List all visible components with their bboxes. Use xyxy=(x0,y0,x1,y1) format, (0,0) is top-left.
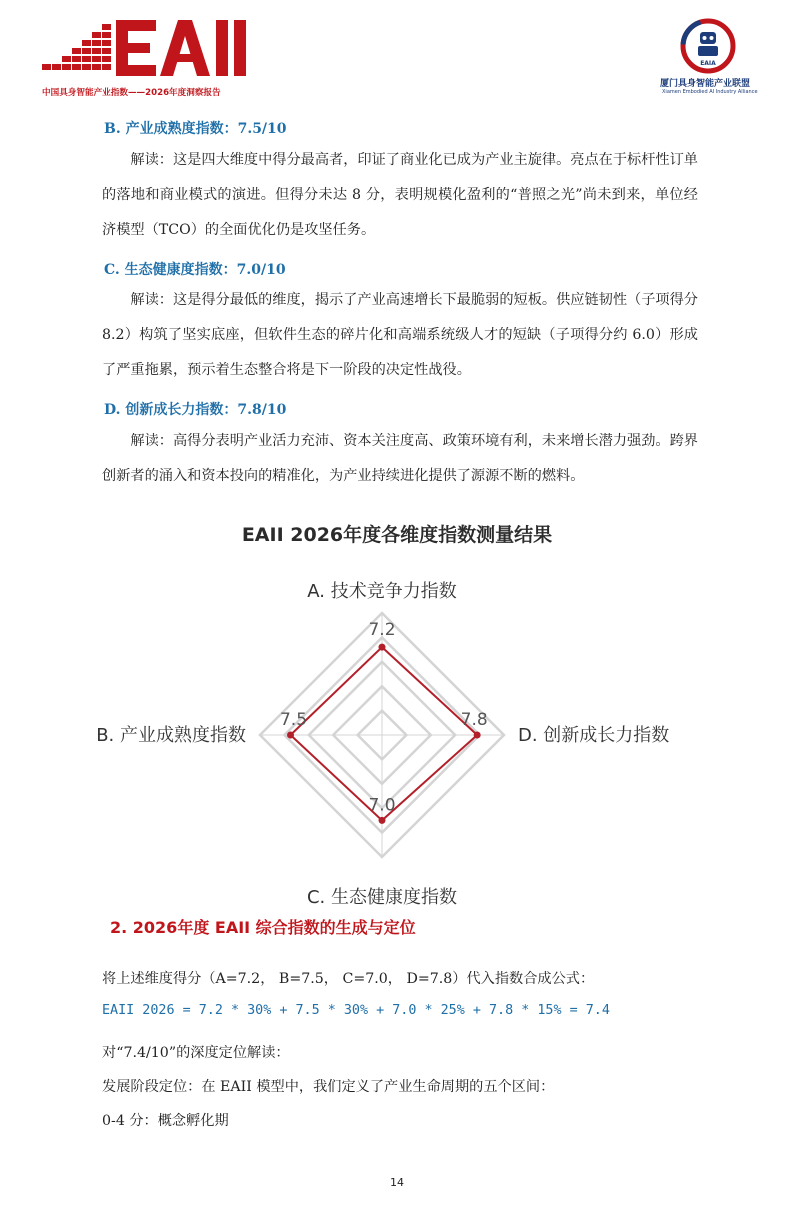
section-2-heading: 2. 2026年度 EAII 综合指数的生成与定位 xyxy=(110,918,416,937)
axis-label-a: A. 技术竞争力指数 xyxy=(307,581,457,602)
alliance-name-en: Xiamen Embodied AI Industry Alliance xyxy=(662,89,758,95)
alliance-name: 厦门具身智能产业联盟 xyxy=(660,79,751,89)
stage-0-4: 0-4 分：概念孵化期 xyxy=(102,1113,229,1129)
alliance-logo-text: EAIA xyxy=(700,60,716,67)
axis-label-d: D. 创新成长力指数 xyxy=(518,725,670,746)
chart-title: EAII 2026年度各维度指数测量结果 xyxy=(241,524,553,546)
report-subtitle: 中国具身智能产业指数——2026年度洞察报告 xyxy=(42,88,221,98)
formula: EAII 2026 = 7.2 * 30% + 7.5 * 30% + 7.0 * 25% + 7.8 * 15% = 7.4 xyxy=(102,1003,610,1018)
axis-label-c: C. 生态健康度指数 xyxy=(306,887,458,908)
section-c-heading: C. 生态健康度指数：7.0/10 xyxy=(104,262,286,278)
axis-label-b: B. 产业成熟度指数 xyxy=(96,725,246,746)
section-b-body: 解读：这是四大维度中得分最高者，印证了商业化已成为产业主旋律。亮点在于标杆性订单的落地和商业模式的演进。但得分未达 8 分，表明规模化盈利的“普照之光”尚未到来，单位经济模型（TCO）的全面优化仍是攻坚任务。 xyxy=(102,152,698,238)
alliance-logo xyxy=(678,18,738,74)
page-number: 14 xyxy=(390,1176,404,1189)
positioning-intro: 对“7.4/10”的深度定位解读： xyxy=(102,1045,290,1061)
radar-point xyxy=(379,817,386,824)
section-b-heading: B. 产业成熟度指数：7.5/10 xyxy=(104,121,287,137)
stage-definition: 发展阶段定位：在 EAII 模型中，我们定义了产业生命周期的五个区间： xyxy=(102,1079,555,1095)
section-d-body: 解读：高得分表明产业活力充沛、资本关注度高、政策环境有利，未来增长潜力强劲。跨界创新者的涌入和资本投向的精准化，为产业持续进化提供了源源不断的燃料。 xyxy=(102,433,698,484)
section-d-heading: D. 创新成长力指数：7.8/10 xyxy=(104,402,287,418)
radar-point xyxy=(287,732,294,739)
radar-value-label: 7.0 xyxy=(368,795,396,816)
radar-point xyxy=(474,732,481,739)
section-c-body: 解读：这是得分最低的维度，揭示了产业高速增长下最脆弱的短板。供应链韧性（子项得分 8.2）构筑了坚实底座，但软件生态的碎片化和高端系统级人才的短缺（子项得分约 6.0）形成了严重拖累，预示着生态整合将是下一阶段的决定性战役。 xyxy=(102,292,698,378)
formula-intro: 将上述维度得分（A=7.2， B=7.5， C=7.0， D=7.8）代入指数合成公式： xyxy=(102,971,595,987)
radar-value-label: 7.8 xyxy=(460,710,488,730)
radar-value-label: 7.2 xyxy=(368,620,396,641)
radar-chart xyxy=(90,575,704,908)
radar-point xyxy=(379,644,386,651)
radar-value-label: 7.5 xyxy=(279,710,308,730)
